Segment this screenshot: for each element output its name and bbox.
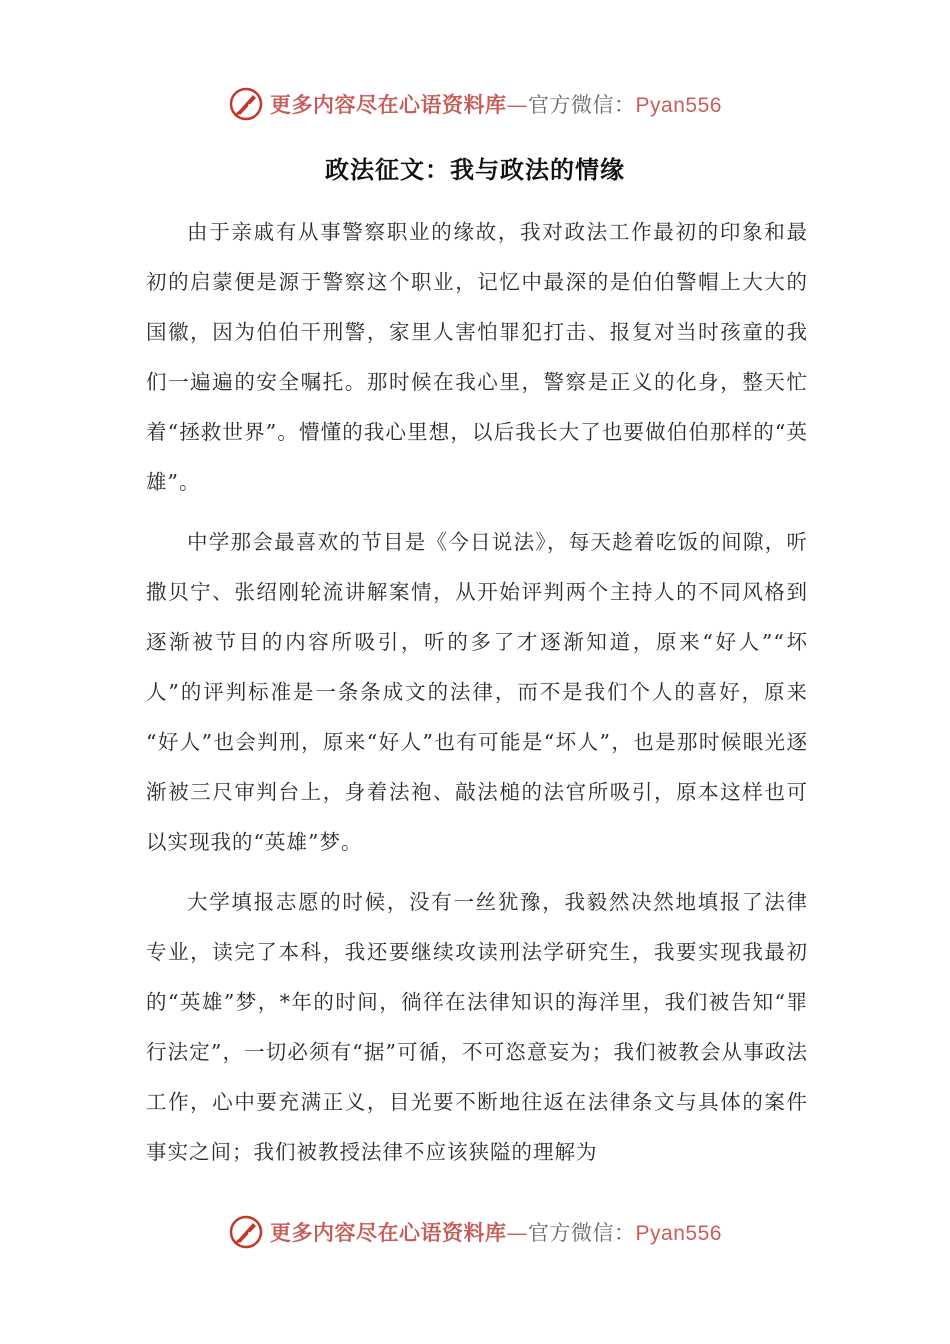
paragraph-3: 大学填报志愿的时候，没有一丝犹豫，我毅然决然地填报了法律专业，读完了本科，我还要继续攻读刑法学研究生，我要实现我最初的“英雄”梦，*年的时间，徜徉在法律知识的海洋里，我们被告知“罪行法定”，一切必须有“据”可循，不可恣意妄为；我们被教会从事政法工作，心中要充满正义，目光要不断地往返在法律条文与具体的案件事实之间；我们被教授法律不应该狭隘的理解为 [146, 890, 808, 1164]
banner-wechat-id: Pyan556 [635, 1222, 722, 1245]
document-body [146, 207, 808, 1187]
banner-label: 官方微信： [528, 1221, 636, 1245]
banner-text [270, 89, 722, 119]
banner-dash: — [506, 93, 529, 117]
banner-brand: 更多内容尽在心语资料库 [270, 92, 507, 117]
banner-dash: — [506, 1221, 529, 1245]
footer-watermark-banner [0, 1212, 950, 1252]
banner-wechat-id: Pyan556 [635, 94, 722, 117]
banner-text [270, 1217, 722, 1247]
paragraph-1: 由于亲戚有从事警察职业的缘故，我对政法工作最初的印象和最初的启蒙便是源于警察这个职业，记忆中最深的是伯伯警帽上大大的国徽，因为伯伯干刑警，家里人害怕罪犯打击、报复对当时孩童的我们一遍遍的安全嘱托。那时候在我心里，警察是正义的化身，整天忙着“拯救世界”。懵懂的我心里想，以后我长大了也要做伯伯那样的“英雄”。 [146, 220, 808, 494]
document-title: 政法征文：我与政法的情缘 [325, 155, 625, 184]
quill-logo-icon [228, 86, 264, 122]
paragraph-2: 中学那会最喜欢的节目是《今日说法》，每天趁着吃饭的间隙，听撒贝宁、张绍刚轮流讲解案情，从开始评判两个主持人的不同风格到逐渐被节目的内容所吸引，听的多了才逐渐知道，原来“好人”“坏人”的评判标准是一条条成文的法律，而不是我们个人的喜好，原来 “好人”也会判刑，原来“好人”也有可能是“坏人”，也是那时候眼光逐渐被三尺审判台上，身着法袍、敲法槌的法官所吸引，原本这样也可以实现我的“英雄”梦。 [146, 530, 808, 854]
banner-brand: 更多内容尽在心语资料库 [270, 1220, 507, 1245]
quill-logo-icon [228, 1214, 264, 1250]
banner-label: 官方微信： [528, 93, 636, 117]
header-watermark-banner [0, 84, 950, 124]
